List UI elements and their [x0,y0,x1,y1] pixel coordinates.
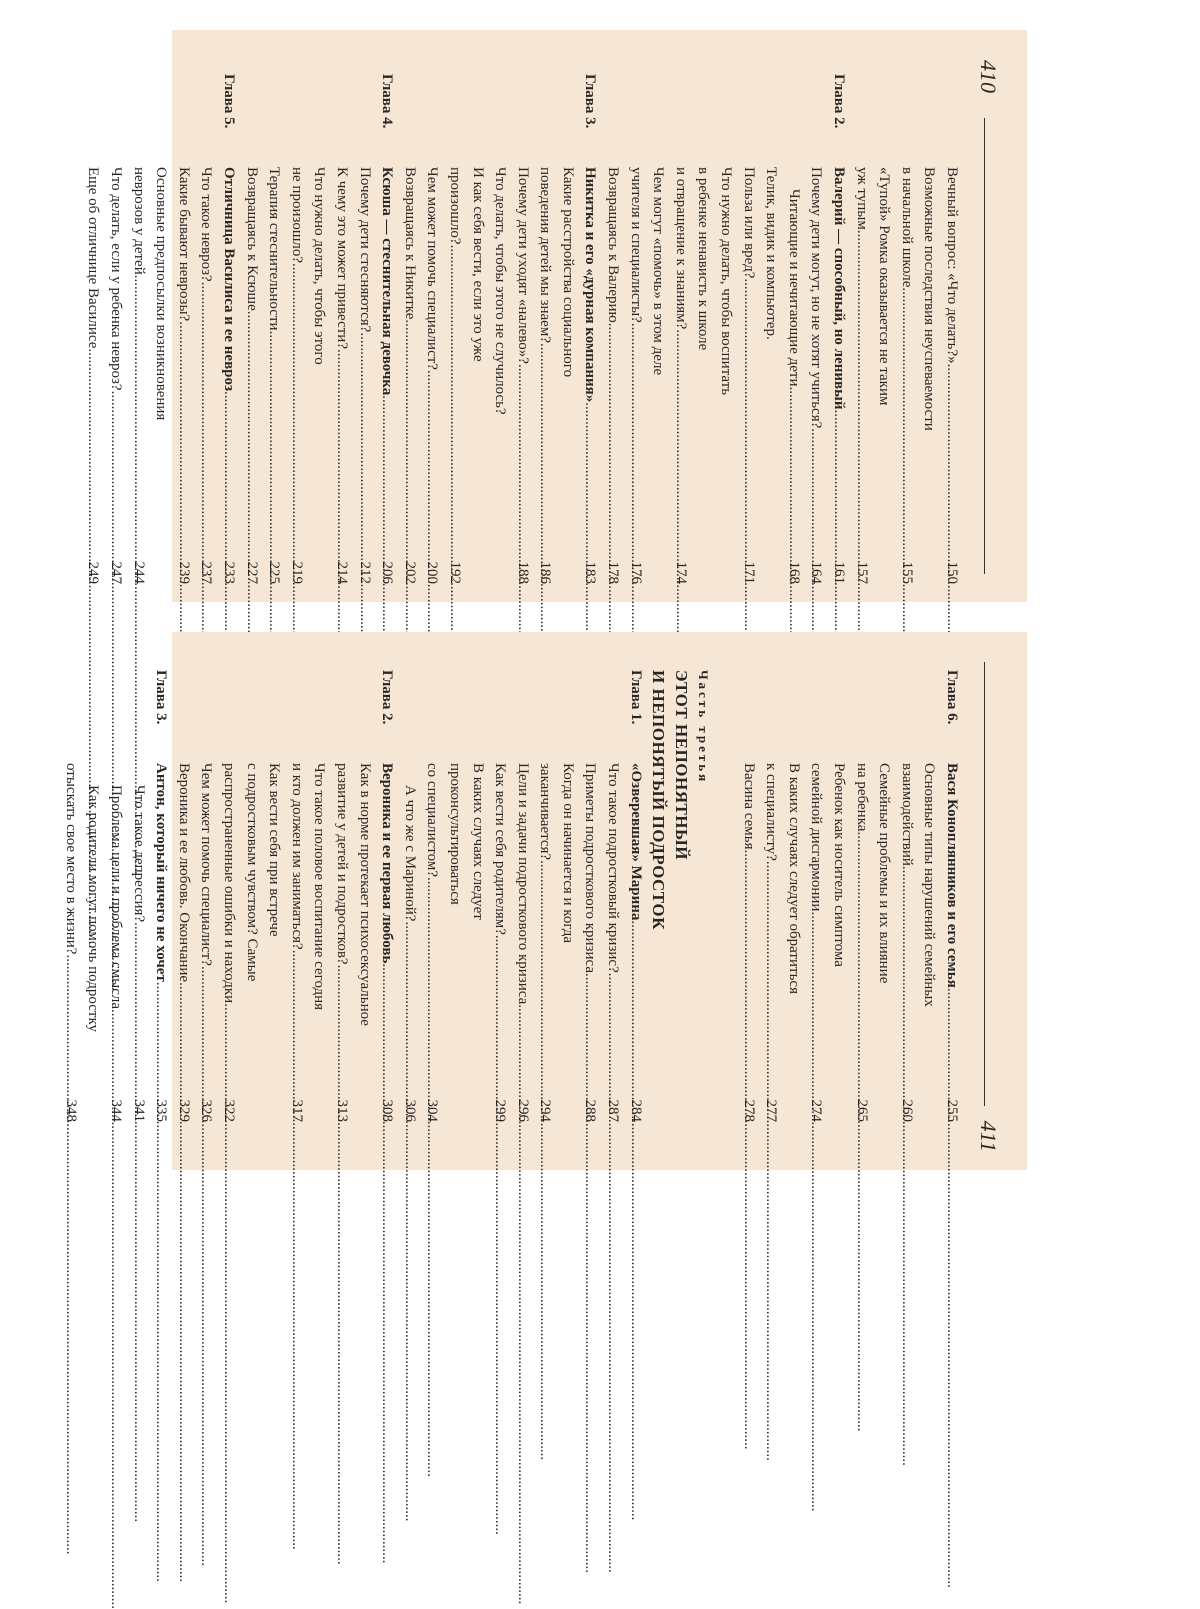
leader-dots [150,982,173,1582]
running-rule [984,118,985,574]
entry-title: В каких случаях следует обратиться [785,763,802,994]
entry-page: 287 [605,1099,622,1122]
entry-title: Ксюша — стеснительная девочка [379,167,396,396]
toc-row [353,74,376,584]
toc-spacer [714,670,737,1122]
leader-dots [602,973,625,1573]
entry-title: И как себя вести, если это уже [469,167,486,362]
leader-dots [489,935,512,1535]
toc-row [624,74,647,584]
toc-row [308,670,331,1122]
entry-page: 277 [763,1099,780,1122]
leader-dots [172,982,195,1582]
entry-page: 265 [853,1099,870,1122]
leader-dots [760,861,783,1461]
entry-title: к специалисту? [763,763,780,861]
entry-title: и отвращение к знаниям? [672,167,689,330]
toc-row [737,670,760,1122]
chapter-label: Глава 1. [627,670,644,725]
entry-title: Почему дети стесняются? [356,167,373,333]
toc-row [602,670,625,1122]
entry-page: 249 [85,561,102,584]
entry-page: 296 [514,1099,531,1122]
entry-page: 317 [288,1099,305,1122]
toc-row [421,74,444,584]
toc-row [263,74,286,584]
part-title [669,670,692,1122]
toc-row [579,670,602,1122]
entry-title: «Озверевшая» Марина [627,763,644,921]
toc-row [602,74,625,584]
toc-row [172,74,195,584]
entry-title: Какие расстройства социального [559,167,576,378]
toc-row [104,670,127,1122]
toc-chapter-row [827,74,850,584]
entry-page: 227 [243,561,260,584]
chapter-label: Глава 3. [153,670,170,725]
page-number: 411 [976,1120,1001,1152]
entry-title: уж тупым [853,167,870,230]
toc-chapter-row [217,74,240,584]
entry-title: Что нужно делать, чтобы этого [311,167,328,365]
entry-title: Читающие и нечитающие дети [785,189,802,387]
toc-row [737,74,760,584]
toc-row [59,670,82,1122]
entry-page: 192 [446,561,463,584]
leader-dots [805,911,828,1511]
entry-title: Проблема цели и проблема смысла [108,785,125,1010]
toc-row [150,74,173,584]
entry-page: 176 [627,561,644,584]
toc-row [353,670,376,1122]
leader-dots [398,921,421,1521]
entry-title: Какие бывают неврозы? [175,167,192,322]
toc-chapter-row [376,670,399,1122]
toc-row [805,74,828,584]
toc-chapter-row [150,670,173,1122]
entry-title: проконсультироваться [446,763,463,905]
entry-page: 341 [130,1099,147,1122]
entry-title: Приметы подросткового кризиса [582,763,599,974]
entry-page: 313 [333,1099,350,1122]
entry-title: Вероника и ее первая любовь [379,763,396,964]
toc-row [285,670,308,1122]
toc-row [240,74,263,584]
entry-title: Чем может помочь специалист? [424,167,441,370]
toc-row [760,670,783,1122]
toc-row [127,74,150,584]
entry-title: Васина семья [740,763,757,850]
toc-chapter-row [579,74,602,584]
entry-page: 178 [605,561,622,584]
toc-row [805,670,828,1122]
toc-row [918,74,941,584]
toc-row [669,74,692,584]
entry-title: семейной дисгармонии [808,763,825,912]
part-title [647,670,670,1122]
entry-title: Терапия стеснительности [266,167,283,331]
toc-row [195,74,218,584]
entry-title: Никитка и его «дурная компания» [582,167,599,403]
toc-chapter-row [376,74,399,584]
entry-title: заканчивается? [537,763,554,861]
entry-page: 171 [740,561,757,584]
toc-list [82,74,963,584]
leader-dots [127,922,150,1522]
entry-title: и кто должен им заниматься? [288,763,305,950]
toc-row [895,670,918,1122]
entry-page: 212 [356,561,373,584]
leader-dots [421,877,444,1477]
entry-page: 329 [175,1099,192,1122]
leader-dots [850,831,873,1431]
entry-title: Основные типы нарушений семейных [921,763,938,1007]
entry-page: 294 [537,1099,554,1122]
leader-dots [624,920,647,1520]
entry-page: 168 [785,561,802,584]
toc-row [466,74,489,584]
entry-page: 344 [108,1099,125,1122]
entry-title: Что такое половое воспитание сегодня [311,763,328,1011]
entry-page: 247 [108,561,125,584]
entry-page: 155 [898,561,915,584]
entry-page: 299 [492,1099,509,1122]
chapter-label: Глава 6. [944,670,960,725]
entry-page: 306 [401,1099,418,1122]
entry-title: Отличница Василиса и ее невроз [221,167,237,392]
toc-list [59,670,963,1122]
entry-page: 150 [944,561,960,584]
leader-dots [59,954,82,1554]
entry-page: 214 [333,561,350,584]
toc-row [873,670,896,1122]
toc-row [217,670,240,1122]
toc-row [443,670,466,1122]
entry-title: Почему дети могут, но не хотят учиться? [808,167,825,429]
toc-row [195,670,218,1122]
chapter-label: Глава 5. [221,74,237,129]
entry-title: в ребенке ненависть к школе [695,167,712,351]
entry-title: Возвращаясь к Никитке [401,167,418,320]
toc-row [827,670,850,1122]
entry-title: на ребенка [853,763,870,832]
toc-row [895,74,918,584]
toc-row [443,74,466,584]
page-number: 410 [976,60,1001,93]
entry-title: Как вести себя при встрече [266,763,283,937]
entry-page: 183 [582,561,599,584]
entry-title: Польза или вред? [740,167,757,279]
toc-row [82,74,105,584]
toc-row [511,74,534,584]
entry-title: Почему дети уходят «налево»? [514,167,531,364]
toc-row [127,670,150,1122]
entry-page: 308 [379,1099,396,1122]
toc-row [873,74,896,584]
entry-title: Что такое невроз? [198,167,215,282]
entry-title: Чем может помочь специалист? [198,763,215,966]
toc-row [285,74,308,584]
toc-row [850,74,873,584]
entry-title: Телик, видик и компьютер. [763,167,780,340]
toc-row [534,670,557,1122]
entry-title: Что такое депрессия? [130,785,147,923]
entry-title: в начальной школе [898,167,915,288]
toc-row [760,74,783,584]
entry-title: Антон, который ничего не хочет [153,763,170,982]
toc-row [172,670,195,1122]
entry-title: Семейные проблемы и их влияние [876,763,893,984]
entry-title: Вася Коноплянников и его семья [944,763,960,988]
entry-page: 200 [424,561,441,584]
entry-title: Что нужно делать, чтобы воспитать [718,167,735,396]
entry-title: Вечный вопрос: «Что делать?» [944,167,960,364]
entry-page: 157 [853,561,870,584]
toc-row [330,670,353,1122]
entry-title: неврозов у детей [130,167,147,275]
entry-title: Что делать, чтобы этого не случилось? [492,167,509,415]
entry-page: 288 [582,1099,599,1122]
entry-title: Возвращаясь к Ксюше [243,167,260,311]
toc-row [850,670,873,1122]
toc-row [240,670,263,1122]
entry-title: Ребенок как носитель симптома [831,763,848,967]
entry-page: 284 [627,1099,644,1122]
entry-page: 326 [198,1099,215,1122]
toc-row [940,74,963,584]
part-label-text: Часть третья [696,670,712,785]
entry-title: А что же с Мариной? [401,785,418,922]
entry-title: произошло? [446,167,463,245]
leader-dots [534,860,557,1460]
entry-page: 244 [130,561,147,584]
entry-title: Возвращаясь к Валерию [605,167,622,323]
entry-title: Возможные последствия неуспеваемости [921,167,938,431]
toc-chapter-row [940,670,963,1122]
toc-row [398,670,421,1122]
toc-row [330,74,353,584]
entry-page: 174 [672,561,689,584]
toc-row [82,670,105,1122]
entry-page: 260 [898,1099,915,1122]
toc-row [104,74,127,584]
toc-row [398,74,421,584]
entry-title: с подростковым чувством? Самые [243,763,260,982]
entry-title: Когда он начинается и когда [559,763,576,944]
toc-row [534,74,557,584]
part-label [692,670,715,1122]
entry-page: 348 [62,1099,79,1122]
entry-page: 335 [153,1099,170,1122]
chapter-label: Глава 2. [379,670,396,725]
chapter-label: Глава 4. [379,74,396,129]
page-410 [85,30,1027,602]
entry-page: 274 [808,1099,825,1122]
entry-page: 225 [266,561,283,584]
entry-title: Чем могут «помочь» в этом деле [650,167,667,376]
toc-row [918,670,941,1122]
part-title-text: ЭТОТ НЕПОНЯТНЫЙ [671,670,691,860]
entry-page: 206 [379,561,396,584]
toc-row [511,670,534,1122]
entry-title: К чему это может привести? [333,167,350,349]
running-rule [984,662,985,1106]
toc-row [714,74,737,584]
entry-title: В каких случаях следует [469,763,486,920]
leader-dots [285,950,308,1550]
entry-title: Как вести себя родителям? [492,763,509,935]
entry-title: Что такое подростковый кризис? [605,763,622,973]
entry-title: Как родители могут помочь подростку [85,785,102,1033]
entry-page: 278 [740,1099,757,1122]
toc-row [782,670,805,1122]
toc-row [263,670,286,1122]
entry-page: 304 [424,1099,441,1122]
entry-title: не произошло? [288,167,305,264]
leader-dots [195,966,218,1566]
entry-title: распространенные ошибки и находки [221,763,237,1004]
entry-page: 219 [288,561,305,584]
toc-row [556,670,579,1122]
entry-page: 188 [514,561,531,584]
toc-row [421,670,444,1122]
entry-title: Цели и задачи подросткового кризиса [514,763,531,1005]
page-411 [62,632,1027,1170]
entry-page: 237 [198,561,215,584]
leader-dots [376,963,399,1563]
entry-page: 322 [221,1099,237,1122]
entry-page: 161 [831,561,848,584]
entry-title: Вероника и ее любовь. Окончание [175,763,192,983]
entry-title: Как в норме протекает психосексуальное [356,763,373,1026]
entry-title: Что делать, если у ребенка невроз? [108,167,125,391]
toc-row [647,74,670,584]
chapter-label: Глава 2. [831,74,848,129]
toc-chapter-row [624,670,647,1122]
part-title-text: И НЕПОНЯТЫЙ ПОДРОСТОК [649,670,669,930]
leader-dots [737,850,760,1450]
page-410-content [85,30,1027,602]
entry-title: Валерий — способный, но ленивый [831,167,848,410]
chapter-label: Глава 3. [582,74,599,129]
entry-title: Еще об отличнице Василисе [85,167,102,349]
leader-dots [330,965,353,1565]
entry-page: 239 [175,561,192,584]
toc-row [466,670,489,1122]
entry-title: учителя и специалисты? [627,167,644,323]
entry-title: со специалистом? [424,763,441,877]
leader-dots [895,866,918,1466]
entry-title: «Тупой» Ромка оказывается не таким [876,167,893,406]
toc-row [782,74,805,584]
leader-dots [940,988,963,1588]
entry-title: поведения детей мы знаем? [537,167,554,343]
toc-row [692,74,715,584]
page-411-content [62,632,1027,1170]
entry-page: 233 [221,561,237,584]
entry-page: 255 [944,1099,960,1122]
entry-title: отыскать свое место в жизни? [62,763,79,955]
entry-page: 186 [537,561,554,584]
leader-dots [579,973,602,1573]
entry-title: взаимодействий [898,763,915,866]
entry-page: 202 [401,561,418,584]
entry-page: 164 [808,561,825,584]
toc-row [556,74,579,584]
entry-title: развитие у детей и подростков? [333,763,350,965]
entry-title: Основные предпосылки возникновения [153,167,170,421]
toc-row [489,670,512,1122]
toc-row [489,74,512,584]
toc-row [308,74,331,584]
